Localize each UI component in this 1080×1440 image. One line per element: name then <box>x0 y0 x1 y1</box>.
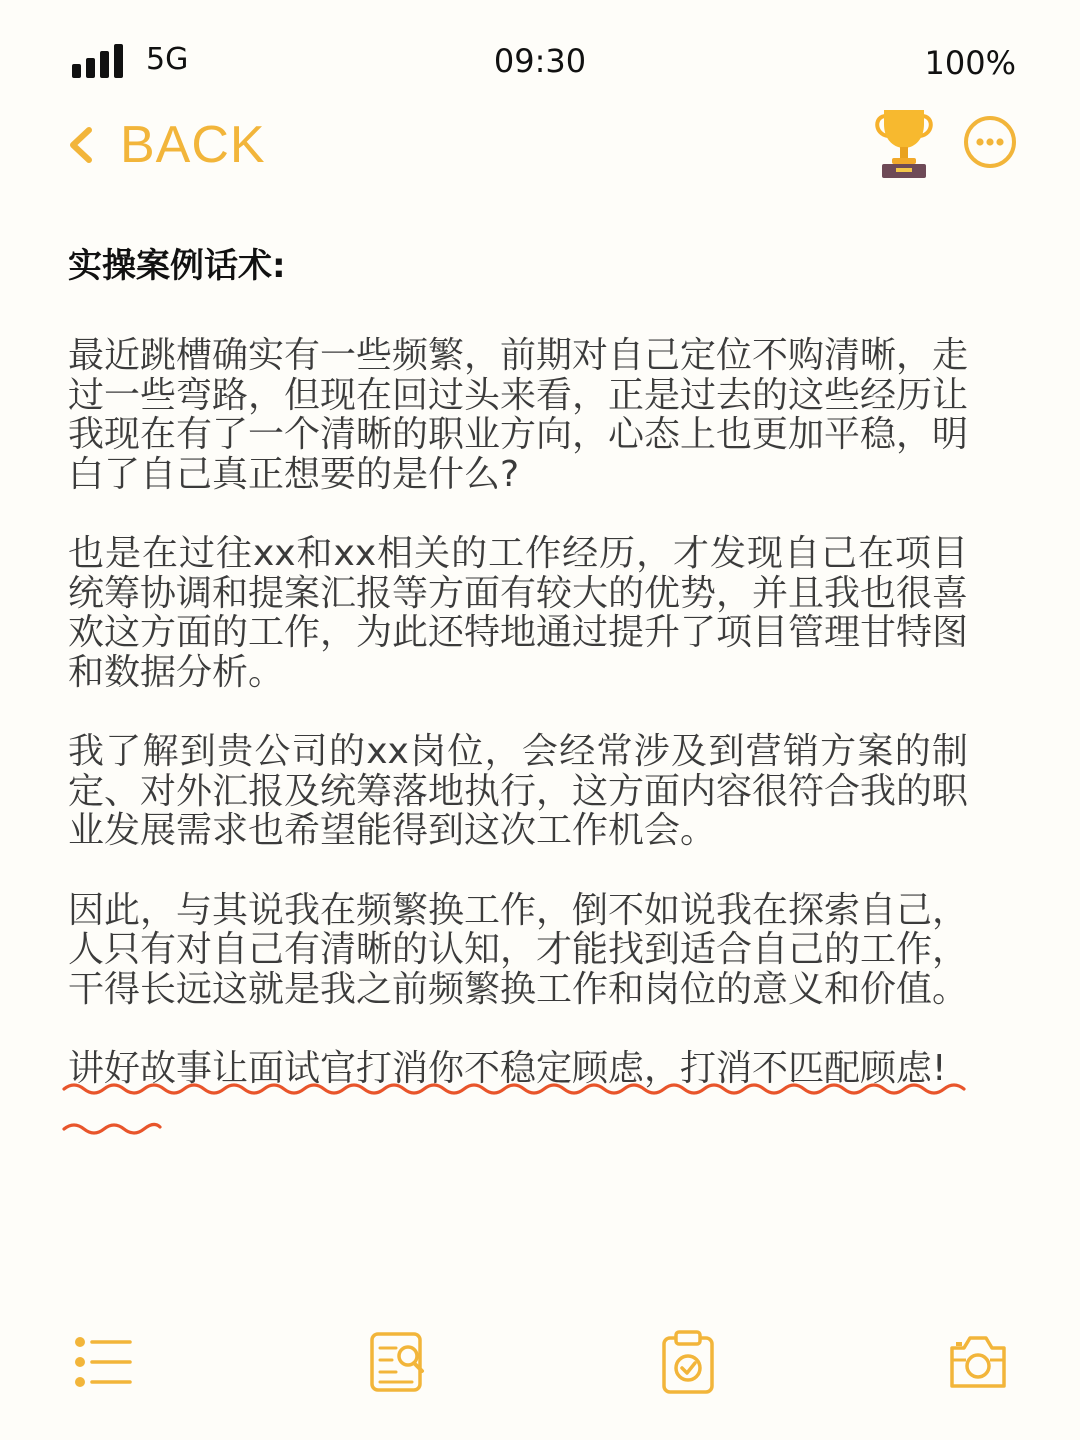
note-paragraph: 我了解到贵公司的xx岗位，会经常涉及到营销方案的制定、对外汇报及统筹落地执行，这方面内容很符合我的职业发展需求也希望能得到这次工作机会。 <box>68 731 969 851</box>
camera-icon[interactable] <box>946 1330 1010 1394</box>
highlight-block <box>68 1049 968 1089</box>
note-paragraph: 最近跳槽确实有一些频繁，前期对自己定位不购清晰，走过一些弯路，但现在回过头来看，正是过去的这些经历让我现在有了一个清晰的职业方向，心态上也更加平稳，明白了自己真正想要的是什么? <box>68 335 969 495</box>
note-paragraph: 因此，与其说我在频繁换工作，倒不如说我在探索自己，人只有对自己有清晰的认知，才能找到适合自己的工作，干得长远这就是我之前频繁换工作和岗位的意义和价值。 <box>68 889 969 1010</box>
more-icon[interactable] <box>962 114 1018 170</box>
battery-level: 100% <box>924 44 1016 82</box>
trophy-icon[interactable] <box>872 104 936 180</box>
back-button[interactable] <box>62 110 266 180</box>
highlight-text: 讲好故事让面试官打消你不稳定顾虑，打消不匹配顾虑! <box>68 1048 947 1089</box>
clipboard-check-icon[interactable] <box>656 1330 720 1394</box>
chevron-left-icon <box>62 125 102 165</box>
search-document-icon[interactable] <box>366 1330 430 1394</box>
status-time: 09:30 <box>493 42 587 80</box>
list-icon[interactable] <box>70 1330 134 1394</box>
nav-bar <box>0 100 1080 190</box>
note-paragraph: 也是在过往xx和xx相关的工作经历，才发现自己在项目统筹协调和提案汇报等方面有较大的优势，并且我也很喜欢这方面的工作，为此还特地通过提升了项目管理甘特图和数据分析。 <box>68 533 969 693</box>
note-heading: 实操案例话术: <box>68 246 286 286</box>
back-label: BACK <box>120 116 266 174</box>
status-bar <box>0 38 1080 94</box>
network-type: 5G <box>146 42 189 77</box>
note-content[interactable] <box>68 238 968 1089</box>
bottom-toolbar <box>0 1330 1080 1400</box>
